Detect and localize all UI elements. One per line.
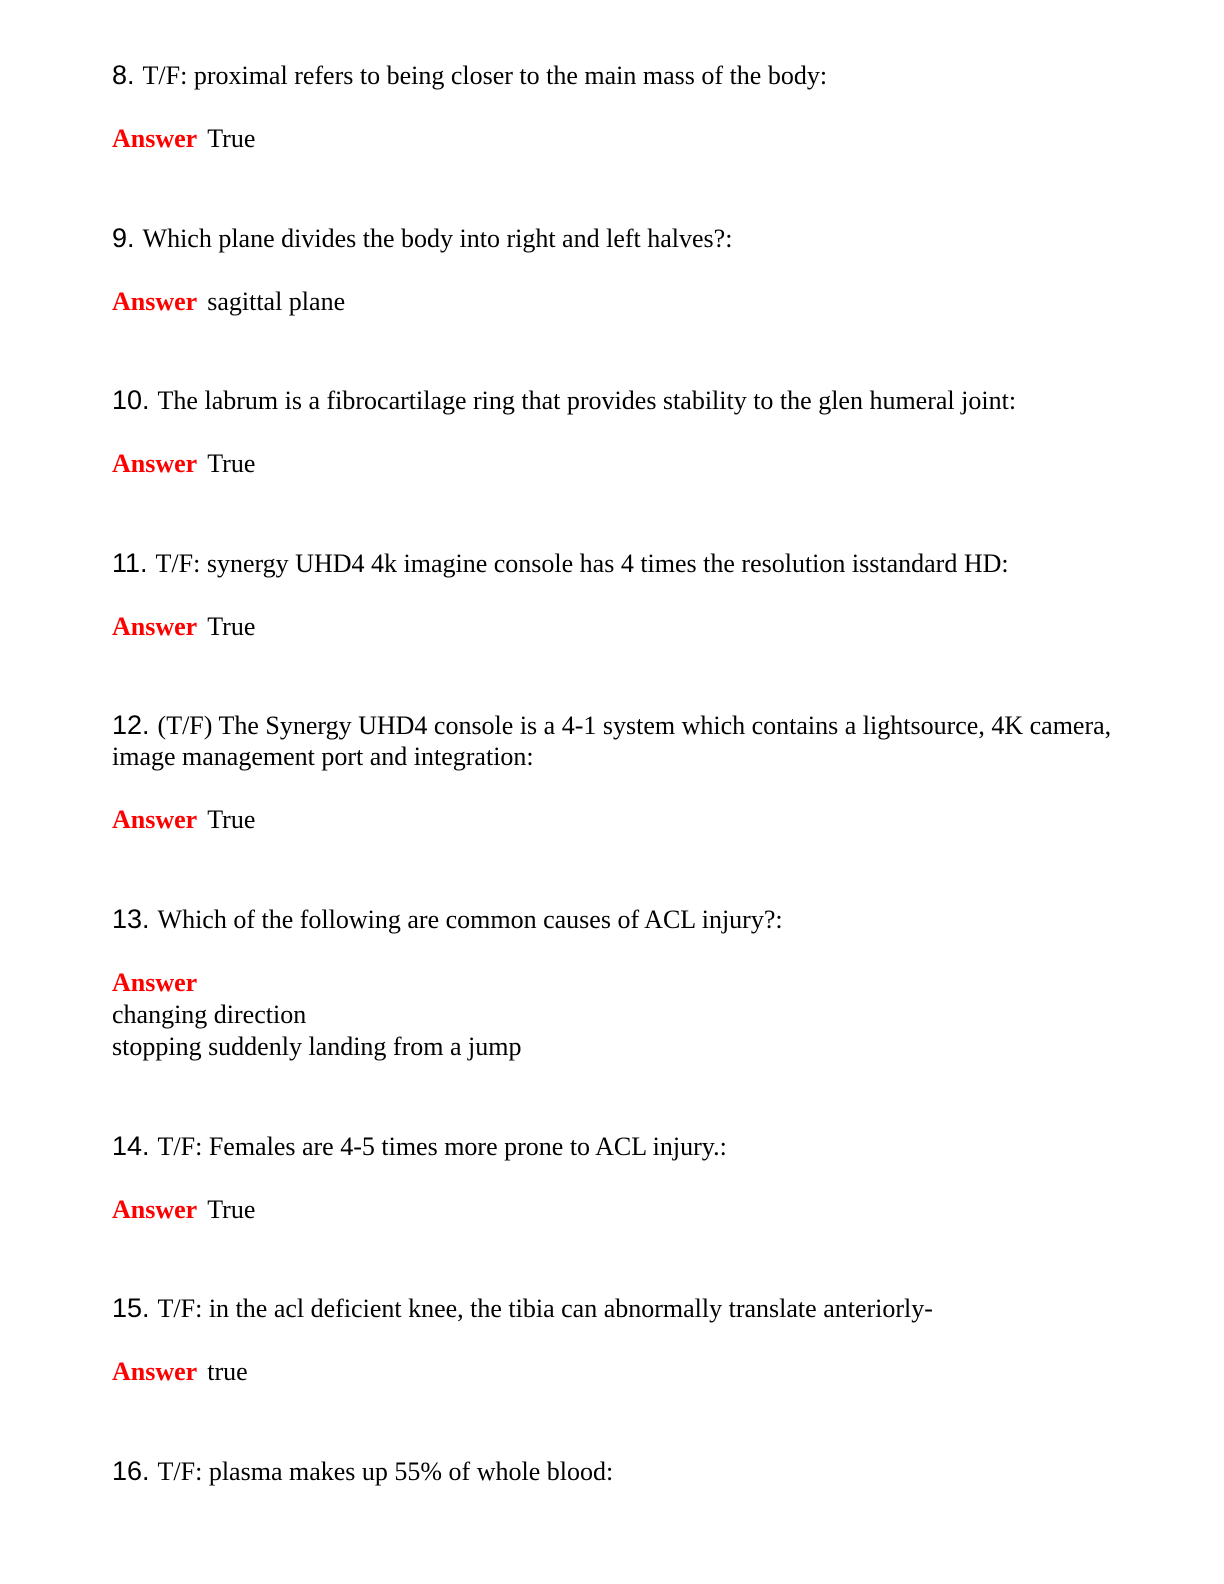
question-text-line: [112, 223, 1112, 254]
question-item: [112, 223, 1112, 318]
question-number: 11.: [112, 548, 148, 578]
answer-value: sagittal plane: [207, 287, 346, 316]
answer-label: Answer: [112, 287, 198, 316]
question-text: Which plane divides the body into right and left halves?:: [142, 224, 733, 253]
question-text: (T/F) The Synergy UHD4 console is a 4-1 system which contains a lightsource, 4K camera, image management port and integration:: [112, 711, 1112, 771]
question-number: 10.: [112, 385, 150, 415]
answer-row: [112, 1356, 1112, 1388]
answer-label: Answer: [112, 1357, 198, 1386]
question-item: [112, 385, 1112, 480]
answer-value: True: [207, 124, 256, 153]
answer-row: [112, 123, 1112, 155]
question-item: [112, 710, 1112, 836]
answer-row: [112, 611, 1112, 643]
answer-value: True: [207, 449, 256, 478]
answer-row: [112, 286, 1112, 318]
question-text-line: [112, 60, 1112, 91]
question-text-line: [112, 1131, 1112, 1162]
question-text-line: [112, 710, 1112, 772]
answer-value: True: [207, 612, 256, 641]
answer-value: true: [207, 1357, 248, 1386]
answer-label: Answer: [112, 1195, 198, 1224]
question-text-line: [112, 385, 1112, 416]
question-text-line: [112, 1456, 1112, 1487]
answer-label: Answer: [112, 449, 198, 478]
question-text: The labrum is a fibrocartilage ring that provides stability to the glen humeral joint:: [157, 386, 1017, 415]
question-number: 12.: [112, 710, 150, 740]
answer-label: Answer: [112, 805, 198, 834]
question-item: [112, 1456, 1112, 1487]
question-text: T/F: proximal refers to being closer to the main mass of the body:: [142, 61, 828, 90]
question-item: [112, 1293, 1112, 1388]
question-item: [112, 548, 1112, 643]
answer-block: [112, 967, 1112, 1063]
answer-row: [112, 1194, 1112, 1226]
answer-line: changing direction: [112, 1000, 307, 1029]
answer-value: True: [207, 1195, 256, 1224]
answer-value: True: [207, 805, 256, 834]
question-number: 15.: [112, 1293, 150, 1323]
answer-row: [112, 448, 1112, 480]
question-item: [112, 1131, 1112, 1226]
question-text: T/F: in the acl deficient knee, the tibia can abnormally translate anteriorly-: [157, 1294, 933, 1323]
question-number: 8.: [112, 60, 135, 90]
question-number: 13.: [112, 904, 150, 934]
question-number: 16.: [112, 1456, 150, 1486]
answer-line: stopping suddenly landing from a jump: [112, 1032, 522, 1061]
answer-label: Answer: [112, 968, 198, 997]
question-text-line: [112, 548, 1112, 579]
question-number: 9.: [112, 223, 135, 253]
answer-label: Answer: [112, 124, 198, 153]
question-text: T/F: synergy UHD4 4k imagine console has 4 times the resolution isstandard HD:: [155, 549, 1009, 578]
question-text-line: [112, 1293, 1112, 1324]
question-text: T/F: plasma makes up 55% of whole blood:: [157, 1457, 614, 1486]
question-text: Which of the following are common causes of ACL injury?:: [157, 905, 783, 934]
question-text-line: [112, 904, 1112, 935]
question-item: [112, 904, 1112, 1063]
answer-label: Answer: [112, 612, 198, 641]
answer-row: [112, 804, 1112, 836]
question-text: T/F: Females are 4-5 times more prone to ACL injury.:: [157, 1132, 727, 1161]
question-item: [112, 60, 1112, 155]
question-number: 14.: [112, 1131, 150, 1161]
